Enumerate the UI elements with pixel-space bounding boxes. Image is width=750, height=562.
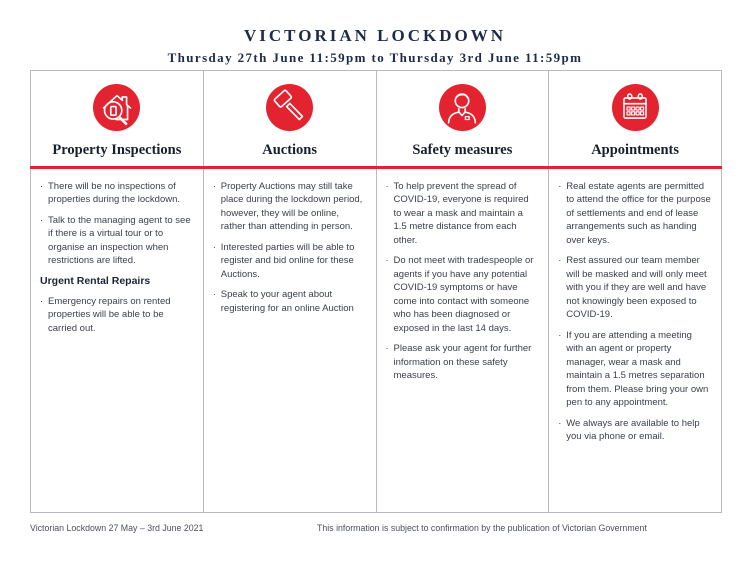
bullet-text: Emergency repairs on rented properties will be able to be carried out. bbox=[48, 295, 171, 334]
bullet-text: If you are attending a meeting with an agent or property manager, wear a mask and maintain a 1.5 metres separation from them. Please bring your own pen to any appointment. bbox=[566, 329, 709, 409]
column-property-inspections bbox=[31, 71, 204, 512]
column-title: Safety measures bbox=[412, 142, 513, 158]
bullet-item bbox=[558, 329, 711, 410]
column-header bbox=[31, 71, 203, 166]
column-header bbox=[204, 71, 376, 166]
bullet-text: We always are available to help you via phone or email. bbox=[566, 417, 700, 443]
bullet-dot: · bbox=[212, 289, 216, 301]
bullet-text: Interested parties will be able to register and bid online for these Auctions. bbox=[220, 241, 355, 280]
bullet-item bbox=[213, 180, 366, 234]
bullet-item bbox=[558, 417, 711, 444]
page-title: VICTORIAN LOCKDOWN bbox=[244, 26, 506, 45]
bullet-text: Property Auctions may still take place during the lockdown period, however, they will be online, rather than attending in person. bbox=[220, 181, 363, 233]
bullet-dot: · bbox=[40, 295, 44, 307]
bullet-item bbox=[386, 342, 539, 382]
bullet-item bbox=[213, 288, 366, 315]
bullet-item bbox=[213, 241, 366, 281]
bullet-dot: · bbox=[40, 214, 44, 226]
column-body bbox=[31, 166, 203, 342]
column-title: Auctions bbox=[262, 142, 318, 158]
page-subtitle: Thursday 27th June 11:59pm to Thursday 3rd June 11:59pm bbox=[167, 50, 583, 65]
bullet-item bbox=[40, 295, 193, 335]
bullet-text: Do not meet with tradespeople or agents if you have any potential COVID-19 symptoms or have come into contact with someone who has been diagnosed or exposed in the last 14 days. bbox=[393, 255, 534, 334]
bullet-dot: · bbox=[558, 329, 562, 341]
calendar-icon bbox=[612, 84, 659, 131]
bullet-item bbox=[386, 254, 539, 335]
bullet-dot: · bbox=[212, 181, 216, 192]
bullet-dot: · bbox=[385, 343, 389, 355]
bullet-text: Speak to your agent about registering for an online Auction bbox=[220, 289, 354, 314]
bullet-dot: · bbox=[385, 255, 389, 267]
bullet-text: Talk to the managing agent to see if there is a virtual tour or to organise an inspection when restrictions are lifted. bbox=[48, 214, 191, 267]
column-title: Property Inspections bbox=[52, 142, 182, 158]
bullet-dot: · bbox=[385, 181, 389, 192]
bullet-text: Please ask your agent for further information on these safety measures. bbox=[393, 343, 532, 382]
section-heading: Urgent Rental Repairs bbox=[40, 274, 151, 287]
header-divider bbox=[30, 166, 722, 169]
house-search-icon bbox=[93, 84, 140, 131]
info-table bbox=[30, 70, 722, 513]
column-auctions bbox=[204, 71, 377, 512]
gavel-icon bbox=[266, 84, 313, 131]
column-body bbox=[377, 166, 549, 390]
bullet-dot: · bbox=[558, 255, 562, 267]
bullet-text: There will be no inspections of properties during the lockdown. bbox=[48, 181, 181, 206]
column-safety-measures bbox=[377, 71, 550, 512]
bullet-text: Real estate agents are permitted to attend the office for the purpose of settlements and end of lease arrangements such as handing over keys. bbox=[566, 181, 711, 246]
page-header bbox=[0, 26, 750, 66]
bullet-text: Rest assured our team member will be masked and will only meet with you if they are well and have not knowingly been exposed to COVID-19. bbox=[566, 255, 707, 321]
bullet-dot: · bbox=[558, 181, 562, 192]
bullet-item bbox=[40, 214, 193, 268]
column-title: Appointments bbox=[591, 142, 680, 158]
bullet-item bbox=[558, 180, 711, 247]
bullet-dot: · bbox=[212, 241, 216, 253]
bullet-dot: · bbox=[558, 417, 562, 429]
column-header bbox=[549, 71, 721, 166]
footer-date-range: Victorian Lockdown 27 May – 3rd June 2021 bbox=[30, 523, 204, 533]
footer-disclaimer: This information is subject to confirmation by the publication of Victorian Government bbox=[317, 523, 647, 533]
bullet-dot: · bbox=[40, 181, 44, 192]
bullet-item bbox=[386, 180, 539, 247]
column-body bbox=[549, 166, 721, 451]
bullet-item bbox=[558, 254, 711, 321]
masked-person-icon bbox=[439, 84, 486, 131]
bullet-text: To help prevent the spread of COVID-19, everyone is required to wear a mask and maintain a 1.5 metre distance from each other. bbox=[393, 181, 529, 246]
column-appointments bbox=[549, 71, 721, 512]
bullet-item bbox=[40, 180, 193, 207]
column-header bbox=[377, 71, 549, 166]
column-body bbox=[204, 166, 376, 322]
